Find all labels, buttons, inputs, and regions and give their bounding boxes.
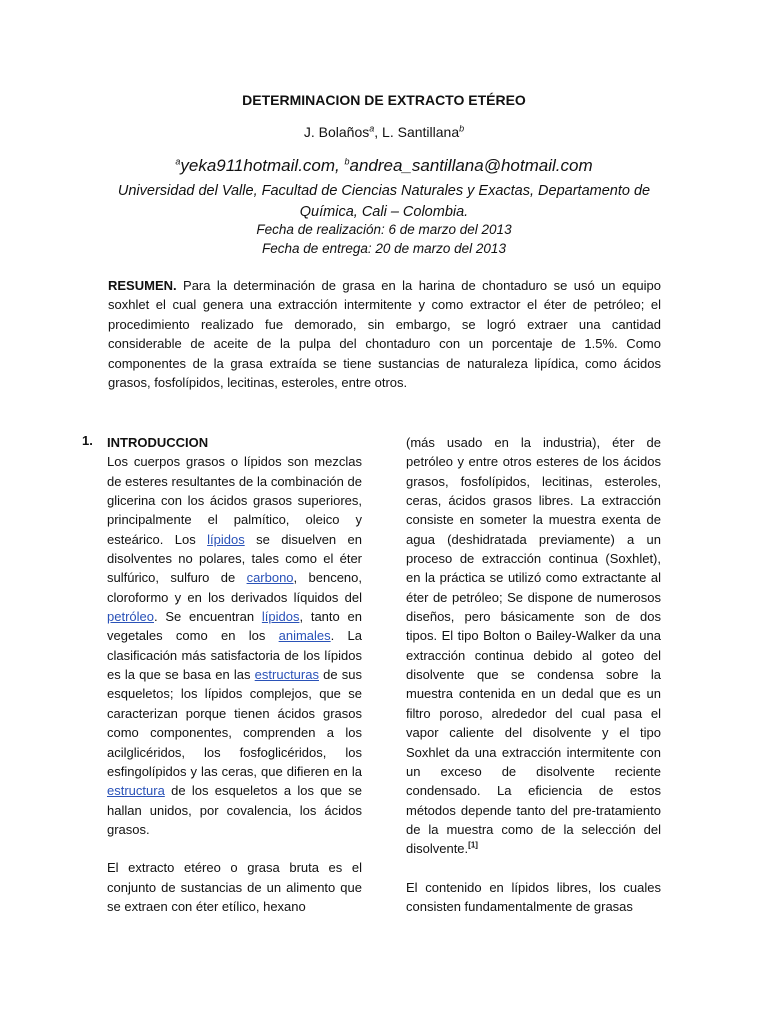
link-petroleo[interactable]: petróleo bbox=[107, 609, 154, 625]
text-run: de los esqueletos a los que se hallan unidos, por covalencia, los ácidos grasos. bbox=[107, 783, 362, 837]
text-run: . Se encuentran bbox=[153, 609, 262, 625]
right-column bbox=[406, 433, 661, 916]
text-run: (más usado en la industria), éter de petróleo y entre otros esteres de los ácidos grasos, fosfolípidos, lecitinas, esteroles, ceras, ácidos grasos libres. La extracción consiste en someter la muestra exenta de agua (deshidratada previamente) a un proceso de extracción continua (Soxhlet), en la práctica se utilizó como extractante al éter de petróleo; Se dispone de numerosos diseños, pero básicamente son de dos tipos. El tipo Bolton o Bailey-Walker da una extracción continua debido al goteo del disolvente que se condensa sobre la muestra contenida en un dedal que es un filtro poroso, alrededor del cual pasa el vapor caliente del disolvente y el tipo Soxhlet da una extracción intermitente con un exceso de disolvente reciente condensado. La eficiencia de estos métodos depende tanto del pre-tratamiento de la muestra como de la selección del disolvente. bbox=[406, 435, 661, 857]
author-line bbox=[0, 124, 768, 140]
intro-paragraph-1 bbox=[107, 452, 362, 839]
affiliation: Universidad del Valle, Facultad de Ciencias Naturales y Exactas, Departamento de Química, Cali – Colombia. bbox=[117, 183, 651, 220]
link-lipidos[interactable]: lípidos bbox=[207, 531, 245, 547]
link-carbono[interactable]: carbono bbox=[246, 570, 294, 586]
text-run: de sus esqueletos; los lípidos complejos, que se caracterizan porque tienen ácidos grasos como componentes, comprenden a los acilglicéridos, los fosfoglicéridos, los esfingolípidos y las ceras, que difieren en la bbox=[107, 667, 362, 779]
link-lipidos-2[interactable]: lípidos bbox=[261, 609, 300, 625]
text-run: , tanto en vegetales como en los bbox=[107, 609, 362, 644]
section-heading: INTRODUCCION bbox=[107, 435, 209, 450]
intro-paragraph-2: El extracto etéreo o grasa bruta es el conjunto de sustancias de un alimento que se extraen con éter etílico, hexano bbox=[107, 860, 362, 914]
intro-paragraph-4: El contenido en lípidos libres, los cuales consisten fundamentalmente de grasas bbox=[406, 879, 661, 914]
email-2-mark: b bbox=[344, 156, 350, 167]
link-estructura[interactable]: estructura bbox=[107, 783, 165, 799]
left-column bbox=[107, 433, 362, 916]
email-2: andrea_santillana@hotmail.com bbox=[349, 156, 593, 175]
date-entrega: Fecha de entrega: 20 de marzo del 2013 bbox=[262, 241, 506, 256]
link-estructuras[interactable]: estructuras bbox=[254, 667, 319, 683]
section-number: 1. bbox=[82, 433, 93, 448]
author-2-affil-mark: b bbox=[459, 123, 465, 134]
text-run: Los cuerpos grasos o lípidos son mezclas de esteres resultantes de la combinación de glicerina con los ácidos grasos superiores, principalmente el palmítico, oleico y esteárico. Los bbox=[107, 454, 362, 547]
email-1-mark: a bbox=[175, 156, 181, 167]
date-realizacion: Fecha de realización: 6 de marzo del 2013 bbox=[256, 222, 512, 237]
text-run: se disuelven en disolventes no polares, tales como el éter sulfúrico, sulfuro de bbox=[107, 531, 363, 586]
text-run: . La clasificación más satisfactoria de los lípidos es la que se basa en las bbox=[107, 628, 363, 683]
text-run: , benceno, cloroformo y en los derivados líquidos del bbox=[107, 570, 363, 605]
author-1: J. Bolaños bbox=[303, 124, 370, 140]
link-animales[interactable]: animales bbox=[278, 628, 331, 644]
author-1-affil-mark: a bbox=[369, 123, 375, 134]
abstract-label: RESUMEN. bbox=[108, 278, 177, 293]
email-line bbox=[0, 156, 768, 176]
intro-paragraph-3 bbox=[406, 433, 661, 859]
citation-ref: [1] bbox=[468, 840, 478, 850]
abstract-text: Para la determinación de grasa en la harina de chontaduro se usó un equipo soxhlet el cual genera una extracción intermitente y como extractor el éter de petróleo; el procedimiento realizado fue demorado, sin embargo, se logró extraer una cantidad considerable de aceite de la pulpa del chontaduro con un porcentaje de 1.5%. Como componentes de la grasa extraída se tiene sustancias de naturaleza lipídica, como ácidos grasos, fosfolípidos, lecitinas, esteroles, entre otros. bbox=[108, 278, 661, 391]
abstract bbox=[108, 276, 661, 392]
email-1: yeka911hotmail.com, bbox=[180, 156, 345, 175]
author-2: , L. Santillana bbox=[374, 124, 460, 140]
paper-title: DETERMINACION DE EXTRACTO ETÉREO bbox=[242, 92, 526, 108]
